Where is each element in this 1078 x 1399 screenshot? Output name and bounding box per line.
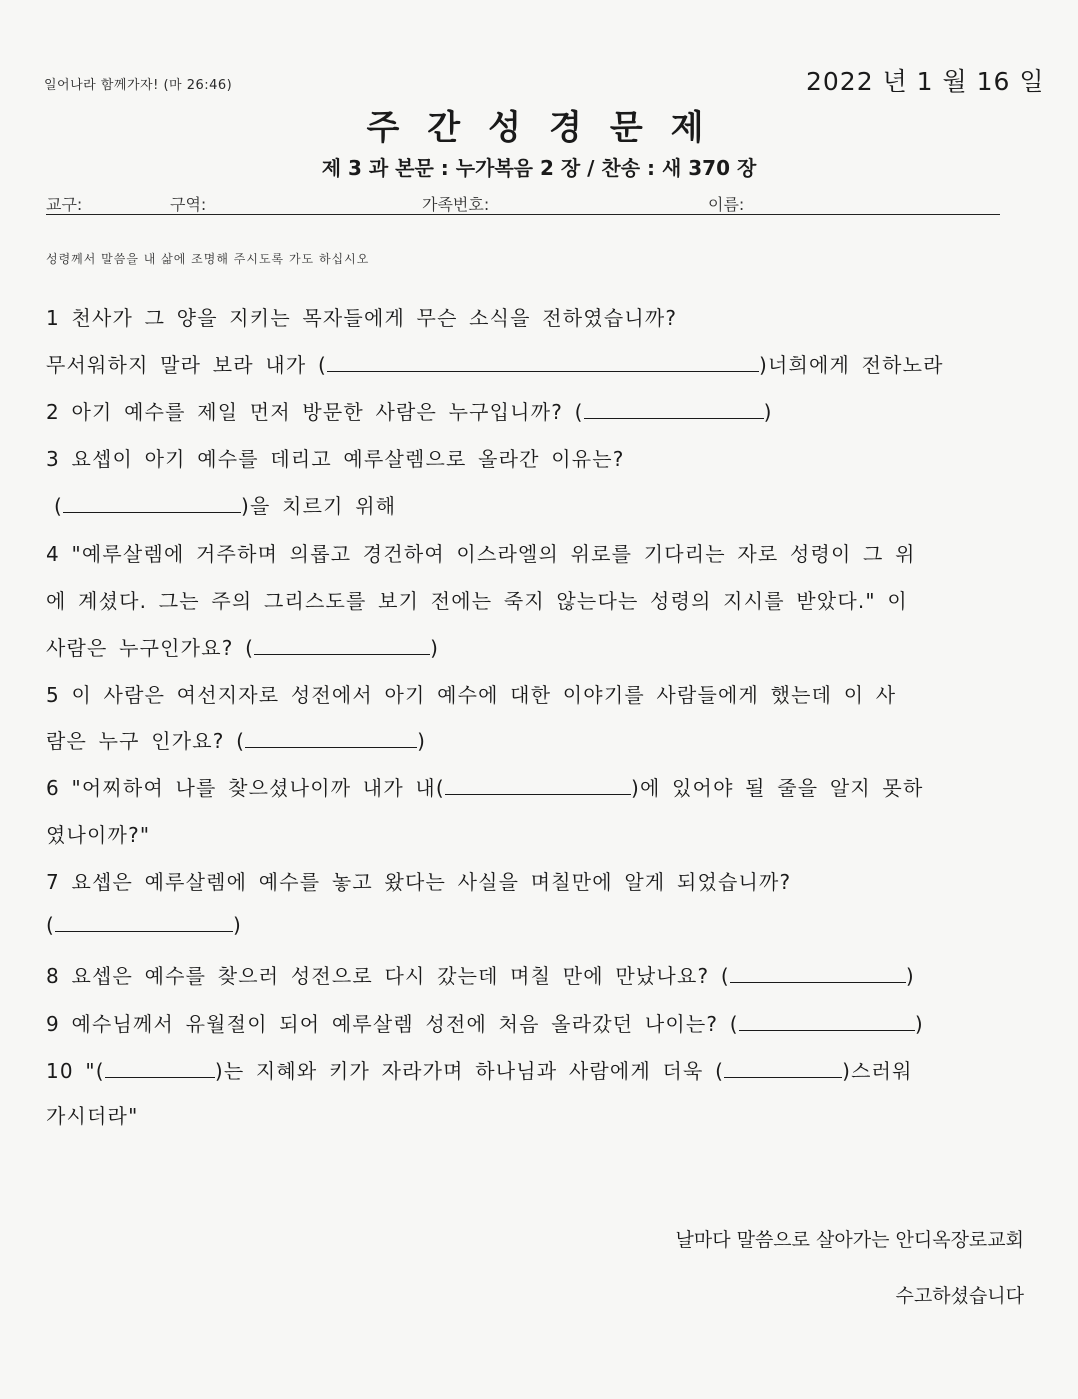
- closing-message: 수고하셨습니다: [895, 1285, 1024, 1307]
- question-4-line-3: 사람은 누구인가요? ( ): [46, 636, 440, 660]
- question-7-answer-line: ( ): [46, 913, 243, 937]
- answer-blank[interactable]: [730, 964, 906, 983]
- question-7: 7 요셉은 예루살렘에 예수를 놓고 왔다는 사실을 며칠만에 알게 되었습니까?: [46, 870, 792, 894]
- question-6: 6 "어찌하여 나를 찾으셨나이까 내가 내( )에 있어야 될 줄을 알지 못하: [46, 776, 924, 800]
- question-2: 2 아기 예수를 제일 먼저 방문한 사람은 누구입니까? ( ): [46, 400, 773, 424]
- question-6-line-2: 였나이까?": [46, 823, 151, 847]
- answer-blank[interactable]: [584, 400, 764, 419]
- info-label-area: 구역:: [170, 195, 207, 214]
- question-10: 10 "( )는 지혜와 키가 자라가며 하나님과 사람에게 더욱 ( )스러워: [46, 1059, 913, 1083]
- question-9: 9 예수님께서 유월절이 되어 예루살렘 성전에 처음 올라갔던 나이는? ( ): [46, 1012, 924, 1036]
- answer-blank[interactable]: [63, 494, 241, 513]
- answer-blank[interactable]: [724, 1059, 842, 1078]
- answer-blank[interactable]: [105, 1059, 215, 1078]
- answer-blank[interactable]: [445, 776, 631, 795]
- info-label-district: 교구:: [46, 195, 83, 214]
- question-5-line-2: 람은 누구 인가요? ( ): [46, 729, 427, 753]
- header-motto: 일어나라 함께가자! (마 26:46): [44, 78, 233, 93]
- lesson-subtitle: 제 3 과 본문 : 누가복음 2 장 / 찬송 : 새 370 장: [321, 156, 757, 180]
- question-1-answer-line: 무서워하지 말라 보라 내가 ( )너희에게 전하노라: [46, 353, 944, 377]
- info-label-name: 이름:: [708, 195, 745, 214]
- prayer-instruction: 성령께서 말씀을 내 삶에 조명해 주시도록 가도 하십시오: [46, 252, 370, 266]
- answer-blank[interactable]: [254, 636, 430, 655]
- answer-blank[interactable]: [739, 1012, 915, 1031]
- question-1: 1 천사가 그 양을 지키는 목자들에게 무슨 소식을 전하였습니까?: [46, 306, 678, 330]
- answer-blank[interactable]: [327, 353, 759, 372]
- question-4-line-2: 에 계셨다. 그는 주의 그리스도를 보기 전에는 죽지 않는다는 성령의 지시를 받았다." 이: [46, 589, 908, 613]
- question-4: 4 "예루살렘에 거주하며 의롭고 경건하여 이스라엘의 위로를 기다리는 자로 성령이 그 위: [46, 542, 916, 566]
- student-info-row: [46, 192, 1000, 215]
- question-8: 8 요셉은 예수를 찾으러 성전으로 다시 갔는데 며칠 만에 만났나요? ( ): [46, 964, 915, 988]
- question-3-answer-line: ( )을 치르기 위해: [54, 494, 397, 518]
- answer-blank[interactable]: [245, 729, 417, 748]
- church-signature: 날마다 말씀으로 살아가는 안디옥장로교회: [675, 1229, 1024, 1251]
- info-label-family-number: 가족번호:: [422, 195, 490, 214]
- answer-blank[interactable]: [55, 913, 233, 932]
- question-5: 5 이 사람은 여선지자로 성전에서 아기 예수에 대한 이야기를 사람들에게 했는데 이 사: [46, 683, 897, 707]
- page-title: 주간성경문제: [366, 108, 732, 148]
- question-3: 3 요셉이 아기 예수를 데리고 예루살렘으로 올라간 이유는?: [46, 447, 625, 471]
- question-10-line-2: 가시더라": [46, 1104, 139, 1128]
- header-date: 2022 년 1 월 16 일: [806, 67, 1045, 96]
